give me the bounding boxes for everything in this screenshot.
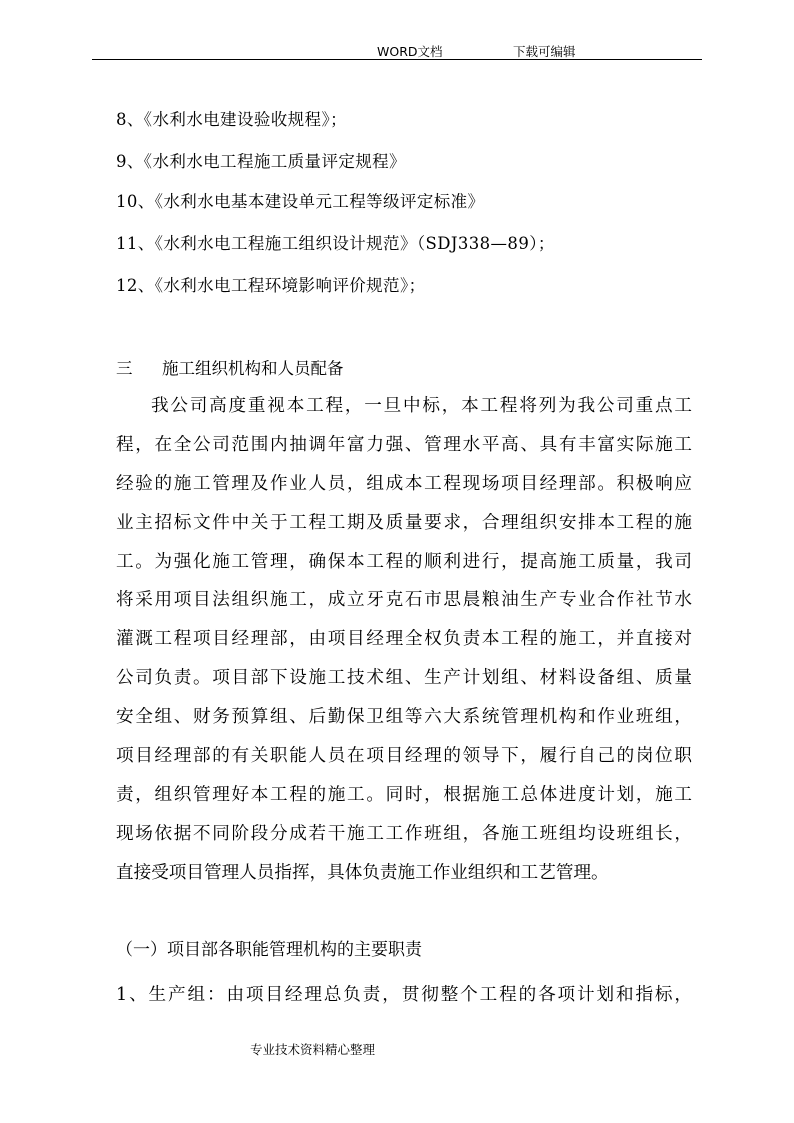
paragraph-line: 经验的施工管理及作业人员，组成本工程现场项目经理部。积极响应 (116, 473, 692, 494)
reference-item: 8、《水利水电建设验收规程》； (116, 110, 347, 129)
reference-item: 10、《水利水电基本建设单元工程等级评定标准》 (116, 192, 485, 211)
subsection-heading: （一）项目部各职能管理机构的主要职责 (116, 940, 422, 960)
page-footer: 专业技术资料精心整理 (250, 1042, 376, 1057)
paragraph-line: 责，组织管理好本工程的施工。同时，根据施工总体进度计划，施工 (116, 784, 692, 805)
reference-item: 12、《水利水电工程环境影响评价规范》； (116, 276, 426, 295)
section-title: 施工组织机构和人员配备 (162, 359, 344, 378)
paragraph-line: 安全组、财务预算组、后勤保卫组等六大系统管理机构和作业班组， (116, 707, 692, 728)
body-paragraph (116, 392, 692, 898)
paragraph-line: 工。为强化施工管理，确保本工程的顺利进行，提高施工质量，我司 (116, 551, 692, 572)
reference-item: 9、《水利水电工程施工质量评定规程》 (116, 152, 406, 171)
paragraph-line: 灌溉工程项目经理部，由项目经理全权负责本工程的施工，并直接对 (116, 629, 692, 650)
paragraph-line: 业主招标文件中关于工程工期及质量要求，合理组织安排本工程的施 (116, 512, 692, 533)
paragraph-line: 直接受项目管理人员指挥，具体负责施工作业组织和工艺管理。 (116, 862, 609, 883)
header-doc-label: WORD文档 (377, 44, 443, 59)
reference-item: 11、《水利水电工程施工组织设计规范》（SDJ338—89）； (116, 234, 555, 253)
paragraph-line: 我公司高度重视本工程，一旦中标，本工程将列为我公司重点工 (151, 396, 692, 416)
section-number: 三 (116, 359, 133, 378)
paragraph-line: 项目经理部的有关职能人员在项目经理的领导下，履行自己的岗位职 (116, 746, 692, 767)
section-heading (116, 355, 344, 379)
duty-item: 1、生产组：由项目经理总负责，贯彻整个工程的各项计划和指标， (116, 985, 692, 1005)
header-divider (92, 59, 702, 60)
paragraph-line: 公司负责。项目部下设施工技术组、生产计划组、材料设备组、质量 (116, 668, 692, 689)
header-editable-label: 下载可编辑 (513, 44, 576, 59)
paragraph-line: 程，在全公司范围内抽调年富力强、管理水平高、具有丰富实际施工 (116, 434, 692, 455)
paragraph-line: 现场依据不同阶段分成若干施工工作班组，各施工班组均设班组长， (116, 823, 692, 844)
paragraph-line: 将采用项目法组织施工，成立牙克石市思晨粮油生产专业合作社节水 (116, 590, 692, 611)
